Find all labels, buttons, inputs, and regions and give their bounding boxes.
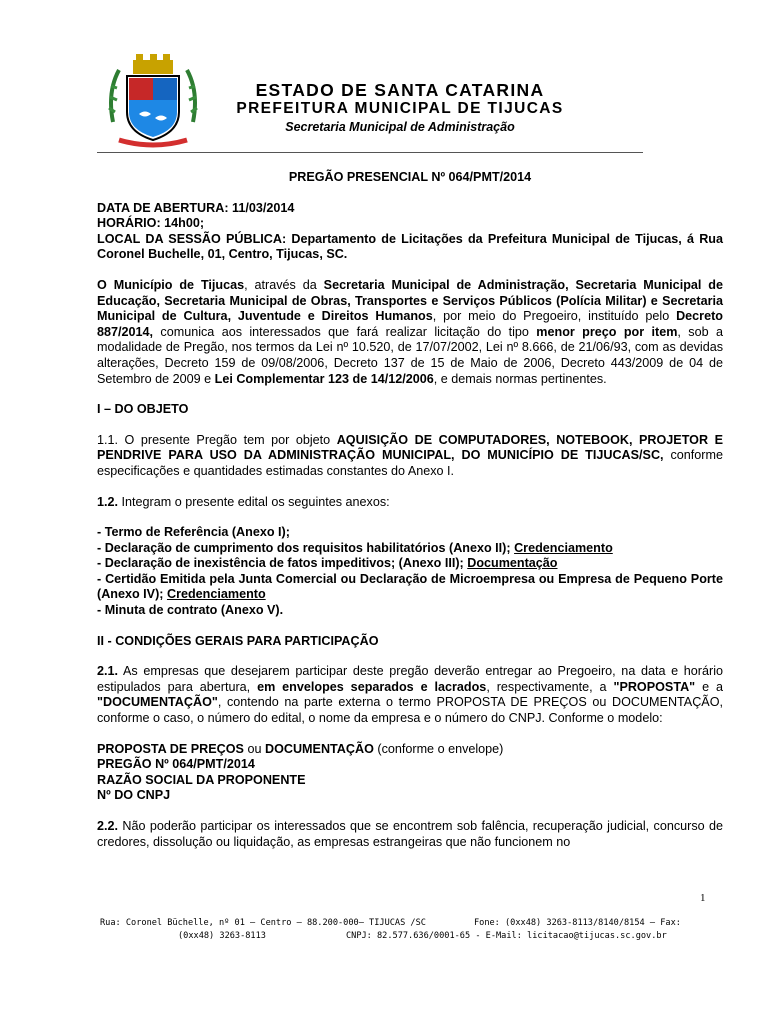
intro-segment: Lei Complementar 123 de 14/12/2006 xyxy=(214,371,434,386)
intro-segment: , e demais normas pertinentes. xyxy=(433,371,607,386)
footer-phone: Fone: (0xx48) 3263-8113/8140/8154 – Fax: xyxy=(473,918,681,928)
header-rule xyxy=(97,152,643,153)
intro-segment: Secretaria Municipal de Administração, Secretaria Municipal de Educação, Secretaria Municipal de Obras, Transportes e Serviços Públicos (Polícia Militar) e Secretaria Municipal de Cultura, Juventude e Direitos Humanos xyxy=(97,277,723,324)
state-name: ESTADO DE SANTA CATARINA xyxy=(255,80,545,100)
opening-time: HORÁRIO: 14h00; xyxy=(97,216,205,231)
annex-item: - Declaração de inexistência de fatos impeditivos; (Anexo III); Documentação xyxy=(97,556,558,571)
page-number: 1 xyxy=(700,892,706,904)
envelope-model-line-2: PREGÃO Nº 064/PMT/2014 xyxy=(97,757,255,772)
opening-location: LOCAL DA SESSÃO PÚBLICA: Departamento de Licitações da Prefeitura Municipal de Tijucas, á Rua Coronel Buchelle, 01, Centro, Tijucas, SC. xyxy=(97,231,723,262)
intro-segment: , por meio do Pregoeiro, instituído pelo xyxy=(432,309,677,324)
clause-2-2: 2.2. Não poderão participar os interessados que se encontrem sob falência, recuperação judicial, concurso de credores, dissolução ou liquidação, as empresas estrangeiras que não funcionem no xyxy=(97,819,723,849)
document-body xyxy=(97,170,723,850)
intro-segment: menor preço por item xyxy=(536,324,678,339)
opening-date: DATA DE ABERTURA: 11/03/2014 xyxy=(97,200,295,215)
page-footer xyxy=(100,918,720,941)
envelope-model-line-4: Nº DO CNPJ xyxy=(97,788,171,803)
letterhead xyxy=(200,80,600,136)
secretaria-name: Secretaria Municipal de Administração xyxy=(285,120,515,134)
envelope-model-line-3: RAZÃO SOCIAL DA PROPONENTE xyxy=(97,772,306,787)
clause-1-2: 1.2. Integram o presente edital os seguintes anexos: xyxy=(97,494,390,509)
footer-fax: (0xx48) 3263-8113 xyxy=(178,931,266,941)
document-title: PREGÃO PRESENCIAL Nº 064/PMT/2014 xyxy=(288,170,532,184)
intro-segment: , através da xyxy=(244,277,324,292)
intro-segment: Decreto 887/2014, xyxy=(97,309,723,339)
annex-item: - Declaração de cumprimento dos requisitos habilitatórios (Anexo II); Credenciamento xyxy=(97,540,613,555)
annex-item: - Certidão Emitida pela Junta Comercial ou Declaração de Microempresa ou Empresa de Pequeno Porte (Anexo IV); Credenciamento xyxy=(97,571,723,602)
footer-address: Rua: Coronel Büchelle, nº 01 – Centro – 88.200-000– TIJUCAS /SC xyxy=(100,918,426,928)
intro-segment: O Município de Tijucas xyxy=(97,277,245,292)
annex-item: - Minuta de contrato (Anexo V). xyxy=(97,603,284,618)
section-2-heading: II - CONDIÇÕES GERAIS PARA PARTICIPAÇÃO xyxy=(97,633,379,648)
municipal-coat-of-arms xyxy=(105,52,201,148)
prefeitura-name: PREFEITURA MUNICIPAL DE TIJUCAS xyxy=(236,100,564,117)
clause-2-1: 2.1. As empresas que desejarem participar deste pregão deverão entregar ao Pregoeiro, na data e horário estipulados para abertura, em envelopes separados e lacrados, respectivamente, a "PROPOSTA" e a "DOCUMENTAÇÃO", contendo na parte externa o termo PROPOSTA DE PREÇOS ou DOCUMENTAÇÃO, conforme o caso, o número do edital, o nome da empresa e o número do CNPJ. Conforme o modelo: xyxy=(97,664,723,726)
envelope-model-line-1: PROPOSTA DE PREÇOS ou DOCUMENTAÇÃO (conforme o envelope) xyxy=(97,741,504,756)
intro-segment: , sob a modalidade de Pregão, nos termos da Lei nº 10.520, de 17/07/2002, Lei nº 8.666, de 21/06/93, com as devidas alterações, Decreto 159 de 09/08/2006, Decreto 137 de 15 de Maio de 2006, Decreto 443/2009 de 04 de Setembro de 2009 e xyxy=(97,324,723,386)
annex-item: - Termo de Referência (Anexo I); xyxy=(97,525,290,540)
section-1-heading: I – DO OBJETO xyxy=(97,402,189,417)
intro-paragraph xyxy=(97,278,723,387)
clause-1-1: 1.1. O presente Pregão tem por objeto AQUISIÇÃO DE COMPUTADORES, NOTEBOOK, PROJETOR E PENDRIVE PARA USO DA ADMINISTRAÇÃO MUNICIPAL, DO MUNICÍPIO DE TIJUCAS/SC, conforme especificações e quantidades estimadas constantes do Anexo I. xyxy=(97,432,723,478)
intro-segment: comunica aos interessados que fará realizar licitação do tipo xyxy=(153,324,537,339)
footer-cnpj-email: CNPJ: 82.577.636/0001-65 - E-Mail: licitacao@tijucas.sc.gov.br xyxy=(345,931,667,941)
